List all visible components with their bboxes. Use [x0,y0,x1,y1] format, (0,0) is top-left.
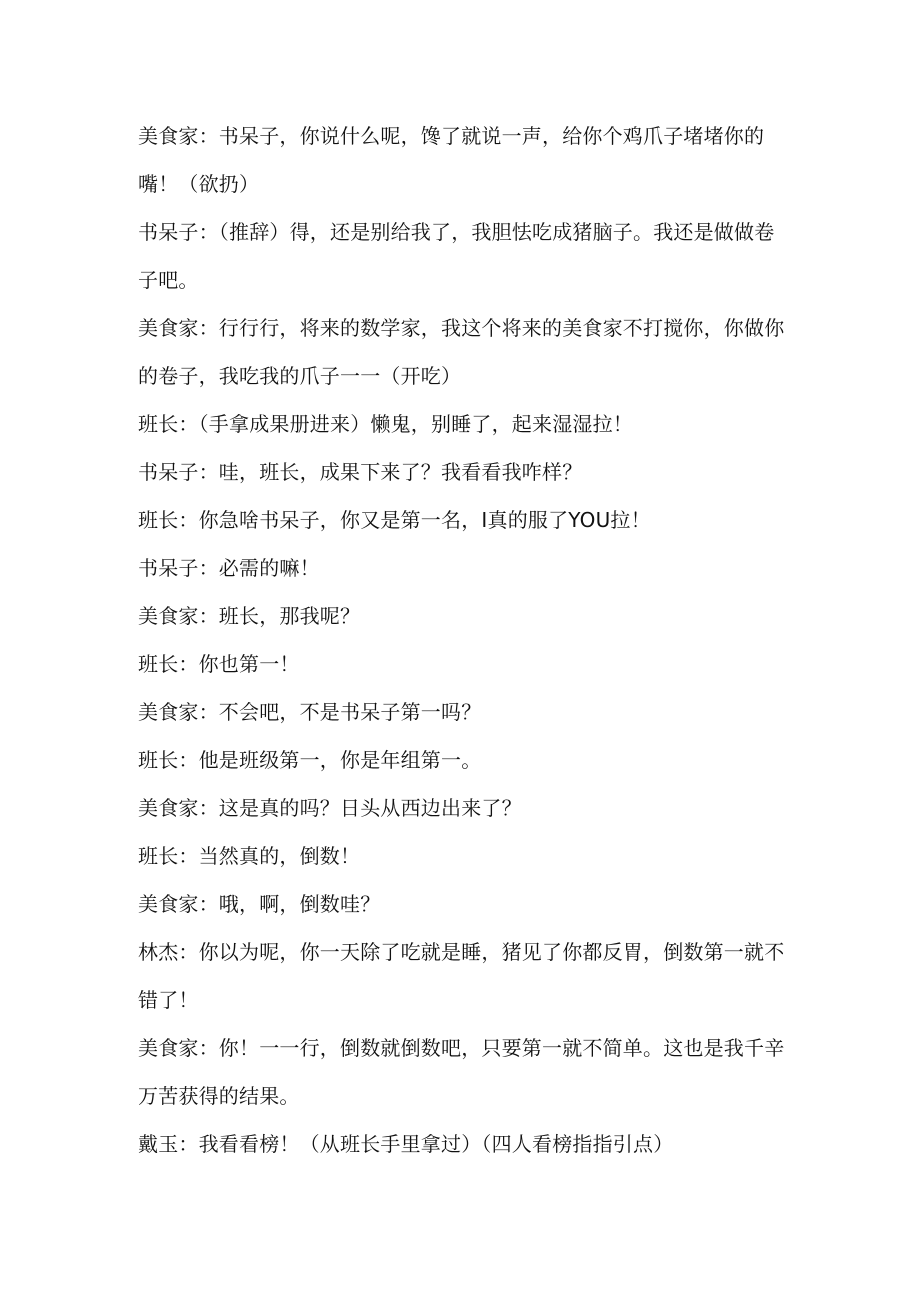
text-line: 的卷子，我吃我的爪子一一（开吃） [138,364,462,388]
text-line: 万苦获得的结果。 [138,1084,300,1108]
text-line: 嘴！（欲扔） [138,172,260,196]
text-line: 班长：你也第一！ [138,652,300,676]
text-line: 戴玉：我看看榜！（从班长手里拿过）（四人看榜指指引点） [138,1132,674,1156]
text-line: 班长：你急啥书呆子，你又是第一名，I真的服了YOU拉！ [138,508,651,532]
text-line: 美食家：班长，那我呢？ [138,604,361,628]
text-line: 书呆子：必需的嘛！ [138,556,320,580]
text-line: 美食家：书呆子，你说什么呢，馋了就说一声，给你个鸡爪子堵堵你的 [138,124,765,148]
text-line: 美食家：行行行，将来的数学家，我这个将来的美食家不打搅你，你做你 [138,316,785,340]
text-line: 班长：（手拿成果册进来）懒鬼，别睡了，起来湿湿拉！ [138,412,633,436]
text-line: 林杰：你以为呢，你一天除了吃就是睡，猪见了你都反胃，倒数第一就不 [138,940,785,964]
text-line: 书呆子：（推辞）得，还是别给我了，我胆怯吃成猪脑子。我还是做做卷 [138,220,775,244]
text-line: 班长：他是班级第一，你是年组第一。 [138,748,482,772]
text-line: 美食家：你！一一行，倒数就倒数吧，只要第一就不简单。这也是我千辛 [138,1036,785,1060]
text-line: 错了！ [138,988,199,1012]
text-line: 美食家：这是真的吗？日头从西边出来了？ [138,796,522,820]
text-line: 书呆子：哇，班长，成果下来了？我看看我咋样？ [138,460,583,484]
text-line: 班长：当然真的，倒数！ [138,844,361,868]
text-line: 子吧。 [138,268,199,292]
text-line: 美食家：不会吧，不是书呆子第一吗？ [138,700,482,724]
script-text [138,112,788,1168]
text-line: 美食家：哦，啊，倒数哇？ [138,892,381,916]
